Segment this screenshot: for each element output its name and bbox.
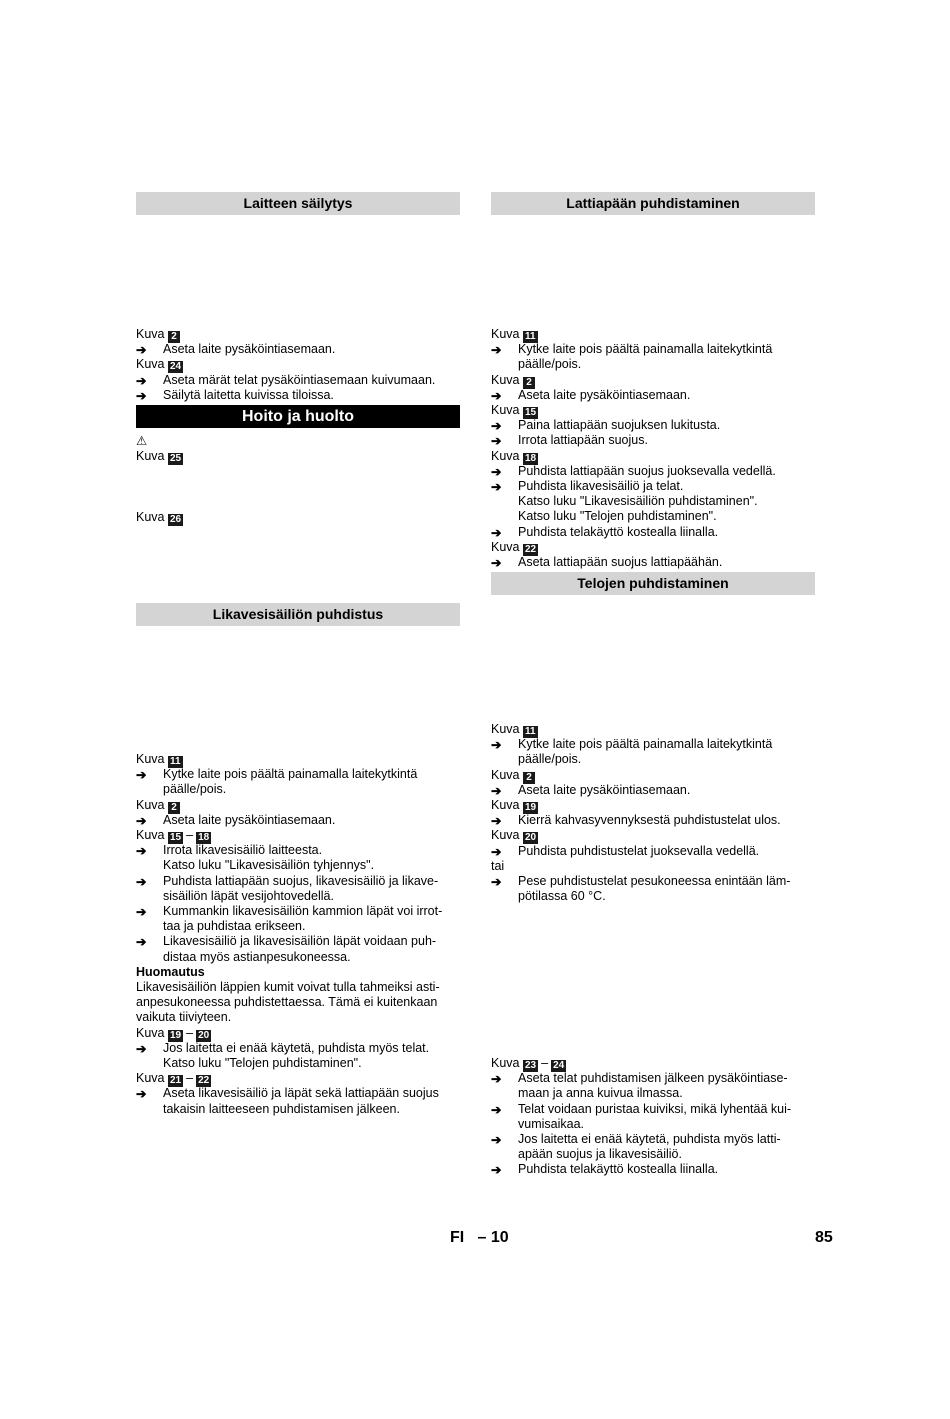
figure-reference (491, 540, 815, 555)
instruction-text: taa ja puhdistaa erikseen. (163, 919, 306, 934)
arrow-icon: ➔ (136, 813, 147, 828)
instruction-step (136, 843, 460, 873)
instruction-text: Puhdista lattiapään suojus, likavesisäiliö ja likave- (163, 873, 439, 888)
figure-number-badge: 19 (524, 801, 537, 813)
arrow-icon: ➔ (136, 343, 147, 358)
figure-label: Kuva (491, 402, 520, 417)
arrow-icon: ➔ (491, 844, 502, 859)
instruction-step (491, 388, 815, 403)
arrow-icon: ➔ (136, 904, 147, 919)
section-heading-tank: Likavesisäiliön puhdistus (136, 603, 460, 626)
figure-reference (491, 798, 815, 813)
body-text: tai (491, 858, 505, 873)
figure-reference (491, 722, 815, 737)
instruction-text: Likavesisäiliö ja likavesisäiliön läpät voidaan puh- (163, 934, 437, 949)
instruction-text: Puhdista telakäyttö kostealla liinalla. (518, 1162, 719, 1177)
page-number: 85 (815, 1229, 833, 1246)
instruction-text: pötilassa 60 °C. (518, 889, 606, 904)
figure-label: Kuva (136, 327, 165, 341)
instruction-text: Puhdista telakäyttö kostealla liinalla. (518, 524, 719, 539)
instruction-step (491, 737, 815, 767)
right-column (491, 192, 815, 215)
arrow-icon: ➔ (491, 814, 502, 829)
arrow-icon: ➔ (491, 343, 502, 358)
figure-reference (136, 828, 460, 843)
instruction-text: Kytke laite pois päältä painamalla laitekytkintä (163, 767, 418, 782)
arrow-icon: ➔ (491, 1072, 502, 1087)
arrow-icon: ➔ (491, 479, 502, 494)
figure-number-badge: 15 (169, 831, 182, 843)
instruction-step (136, 904, 460, 934)
figure-reference (491, 327, 815, 342)
figure-number-badge: 19 (169, 1029, 182, 1041)
range-dash: – (186, 1071, 194, 1086)
figure-reference (491, 373, 815, 388)
instruction-text: takaisin laitteeseen puhdistamisen jälkeen. (163, 1101, 400, 1116)
instruction-text: Katso luku "Likavesisäiliön tyhjennys". (163, 858, 375, 873)
arrow-icon: ➔ (491, 874, 502, 889)
arrow-icon: ➔ (136, 874, 147, 889)
instruction-text: Aseta laite pysäköintiasemaan. (163, 812, 336, 827)
instruction-step (491, 1102, 815, 1132)
instruction-text: Puhdista likavesisäiliö ja telat. (518, 478, 684, 493)
figure-label: Kuva (136, 357, 165, 372)
instruction-step (491, 464, 815, 479)
figure-number-badge: 18 (198, 831, 210, 843)
figure-number-badge: 20 (524, 832, 537, 844)
figure-label: Kuva (491, 1056, 520, 1070)
instruction-text: Jos laitetta ei enää käytetä, puhdista myös latti- (518, 1132, 781, 1146)
instruction-step (136, 813, 460, 828)
instruction-text: Katso luku "Telojen puhdistaminen". (163, 1055, 362, 1070)
arrow-icon: ➔ (491, 1133, 502, 1147)
instruction-step (491, 1132, 815, 1162)
arrow-icon: ➔ (491, 555, 502, 570)
instruction-step (491, 479, 815, 525)
instruction-step (491, 418, 815, 433)
figure-label: Kuva (491, 828, 520, 843)
tank-block (136, 752, 460, 1117)
figure-ref-26: Kuva 26 (136, 510, 182, 526)
instruction-text: Paina lattiapään suojuksen lukitusta. (518, 418, 721, 433)
instruction-text: Aseta likavesisäiliö ja läpät sekä lattiapään suojus (163, 1086, 439, 1101)
instruction-step (136, 388, 460, 403)
instruction-text: Katso luku "Likavesisäiliön puhdistaminen". (518, 494, 758, 509)
figure-label: Kuva (491, 327, 520, 341)
figure-number-badge: 15 (524, 406, 537, 418)
instruction-text: sisäiliön läpät vesijohtovedellä. (163, 888, 334, 903)
figure-number-badge: 21 (169, 1075, 182, 1087)
figure-number-badge: 20 (198, 1029, 210, 1041)
arrow-icon: ➔ (491, 419, 502, 434)
instruction-step (136, 934, 460, 964)
section-heading-storage: Laitteen säilytys (136, 192, 460, 215)
figure-label: Kuva (136, 1025, 165, 1040)
section-heading-rollers: Telojen puhdistaminen (491, 572, 815, 595)
instruction-text: Aseta laite pysäköintiasemaan. (518, 387, 691, 402)
figure-label: Kuva (136, 827, 165, 842)
instruction-text: Telat voidaan puristaa kuiviksi, mikä lyhentää kui- (518, 1101, 792, 1116)
figure-reference (136, 1071, 460, 1086)
instruction-step (491, 525, 815, 540)
figure-reference (491, 768, 815, 783)
instruction-text: Kummankin likavesisäiliön kammion läpät voi irrot- (163, 903, 443, 918)
instruction-text: Kytke laite pois päältä painamalla laitekytkintä (518, 737, 773, 752)
instruction-text: Aseta lattiapään suojus lattiapäähän. (518, 554, 723, 569)
footer-language-page-code: FI – 10 (450, 1229, 509, 1246)
figure-label: Kuva (136, 752, 165, 766)
tank-section (136, 603, 460, 626)
instruction-text: Kytke laite pois päältä painamalla laitekytkintä (518, 342, 773, 357)
arrow-icon: ➔ (491, 525, 502, 540)
figure-number-badge: 22 (524, 543, 537, 555)
range-dash: – (186, 1025, 194, 1040)
instruction-text: Aseta telat puhdistamisen jälkeen pysäköintiase- (518, 1071, 788, 1086)
figure-number-badge: 11 (524, 726, 536, 737)
figure-label: Kuva (491, 797, 520, 812)
figure-label: Kuva (491, 539, 520, 554)
instruction-step (491, 844, 815, 859)
instruction-step (491, 1162, 815, 1177)
instruction-text: päälle/pois. (518, 357, 582, 372)
note-heading: Huomautus (136, 964, 205, 979)
warning-icon: ⚠ (136, 434, 148, 448)
arrow-icon: ➔ (491, 434, 502, 449)
arrow-icon: ➔ (491, 1102, 502, 1117)
figure-label: Kuva (136, 797, 165, 812)
arrow-icon: ➔ (136, 1087, 147, 1102)
instruction-step (491, 813, 815, 828)
instruction-step (136, 342, 460, 357)
instruction-text: Puhdista lattiapään suojus juoksevalla vedellä. (518, 463, 776, 478)
figure-reference (136, 357, 460, 372)
figure-number-badge: 11 (524, 331, 536, 342)
figure-label: Kuva (491, 448, 520, 463)
arrow-icon: ➔ (491, 388, 502, 403)
range-dash: – (186, 827, 194, 842)
figure-number-badge: 2 (168, 331, 180, 343)
left-column (136, 192, 460, 215)
instruction-step (136, 373, 460, 388)
care-section (136, 405, 460, 526)
instruction-text: Kierrä kahvasyvennyksestä puhdistustelat ulos. (518, 813, 781, 828)
figure-label: Kuva (491, 372, 520, 387)
figure-reference (491, 449, 815, 464)
figure-number-badge: 25 (169, 453, 182, 465)
instruction-text: päälle/pois. (518, 752, 582, 767)
instruction-text: Jos laitetta ei enää käytetä, puhdista myös telat. (163, 1040, 430, 1055)
figure-reference (136, 327, 460, 342)
arrow-icon: ➔ (136, 768, 147, 783)
figure-label: Kuva (491, 722, 520, 736)
storage-block (136, 327, 460, 403)
rollers-block (491, 722, 815, 904)
arrow-icon: ➔ (491, 783, 502, 798)
figure-number-badge: 22 (198, 1075, 210, 1087)
arrow-icon: ➔ (491, 738, 502, 753)
instruction-text: vumisaikaa. (518, 1116, 584, 1131)
body-text: vaikuta tiiviyteen. (136, 1010, 232, 1025)
figure-number-badge: 11 (169, 756, 181, 767)
arrow-icon: ➔ (136, 844, 147, 859)
arrow-icon: ➔ (491, 1163, 502, 1178)
floorhead-block (491, 327, 815, 570)
instruction-step (136, 1086, 460, 1116)
figure-number-badge: 2 (168, 802, 180, 814)
figure-ref-25: Kuva 25 (136, 449, 182, 465)
instruction-step (136, 767, 460, 797)
arrow-icon: ➔ (136, 1041, 147, 1056)
range-dash: – (541, 1056, 549, 1070)
rollers-section (491, 572, 815, 595)
figure-reference (136, 752, 460, 767)
section-heading-floorhead: Lattiapään puhdistaminen (491, 192, 815, 215)
arrow-icon: ➔ (136, 388, 147, 403)
figure-number-badge: 26 (169, 514, 182, 526)
figure-label: Kuva (136, 1071, 165, 1086)
instruction-text: Aseta märät telat pysäköintiasemaan kuivumaan. (163, 372, 436, 387)
instruction-step (491, 783, 815, 798)
instruction-text: distaa myös astianpesukoneessa. (163, 949, 351, 964)
figure-reference (491, 403, 815, 418)
instruction-step (491, 433, 815, 448)
figure-label: Kuva (491, 767, 520, 782)
figure-number-badge: 24 (169, 361, 182, 373)
instruction-text: päälle/pois. (163, 782, 227, 797)
instruction-text: Aseta laite pysäköintiasemaan. (163, 342, 336, 357)
figure-reference (491, 1056, 815, 1071)
instruction-text: Katso luku "Telojen puhdistaminen". (518, 509, 717, 524)
figure-number-badge: 2 (523, 772, 535, 784)
figure-number-badge: 23 (524, 1060, 537, 1071)
instruction-step (491, 342, 815, 372)
section-heading-care: Hoito ja huolto (136, 405, 460, 428)
figure-reference (491, 828, 815, 843)
rollers-block-2 (491, 1056, 815, 1178)
arrow-icon: ➔ (491, 464, 502, 479)
instruction-text: Aseta laite pysäköintiasemaan. (518, 782, 691, 797)
figure-reference (136, 1026, 460, 1041)
figure-number-badge: 24 (553, 1060, 565, 1071)
figure-reference (136, 798, 460, 813)
instruction-text: Irrota likavesisäiliö laitteesta. (163, 843, 323, 858)
body-text: Likavesisäiliön läppien kumit voivat tulla tahmeiksi asti- (136, 979, 440, 994)
body-text: anpesukoneessa puhdistettaessa. Tämä ei kuitenkaan (136, 995, 438, 1010)
instruction-text: maan ja anna kuivua ilmassa. (518, 1086, 683, 1101)
figure-number-badge: 2 (523, 377, 535, 389)
instruction-text: Säilytä laitetta kuivissa tiloissa. (163, 387, 334, 402)
instruction-text: Irrota lattiapään suojus. (518, 433, 648, 448)
instruction-step (136, 874, 460, 904)
instruction-step (491, 874, 815, 904)
instruction-text: apään suojus ja likavesisäiliö. (518, 1147, 682, 1162)
instruction-step (491, 1071, 815, 1101)
instruction-step (491, 555, 815, 570)
arrow-icon: ➔ (136, 935, 147, 950)
instruction-text: Puhdista puhdistustelat juoksevalla vedellä. (518, 843, 760, 858)
instruction-text: Pese puhdistustelat pesukoneessa enintään läm- (518, 873, 791, 888)
instruction-step (136, 1041, 460, 1071)
arrow-icon: ➔ (136, 373, 147, 388)
figure-number-badge: 18 (524, 452, 537, 464)
